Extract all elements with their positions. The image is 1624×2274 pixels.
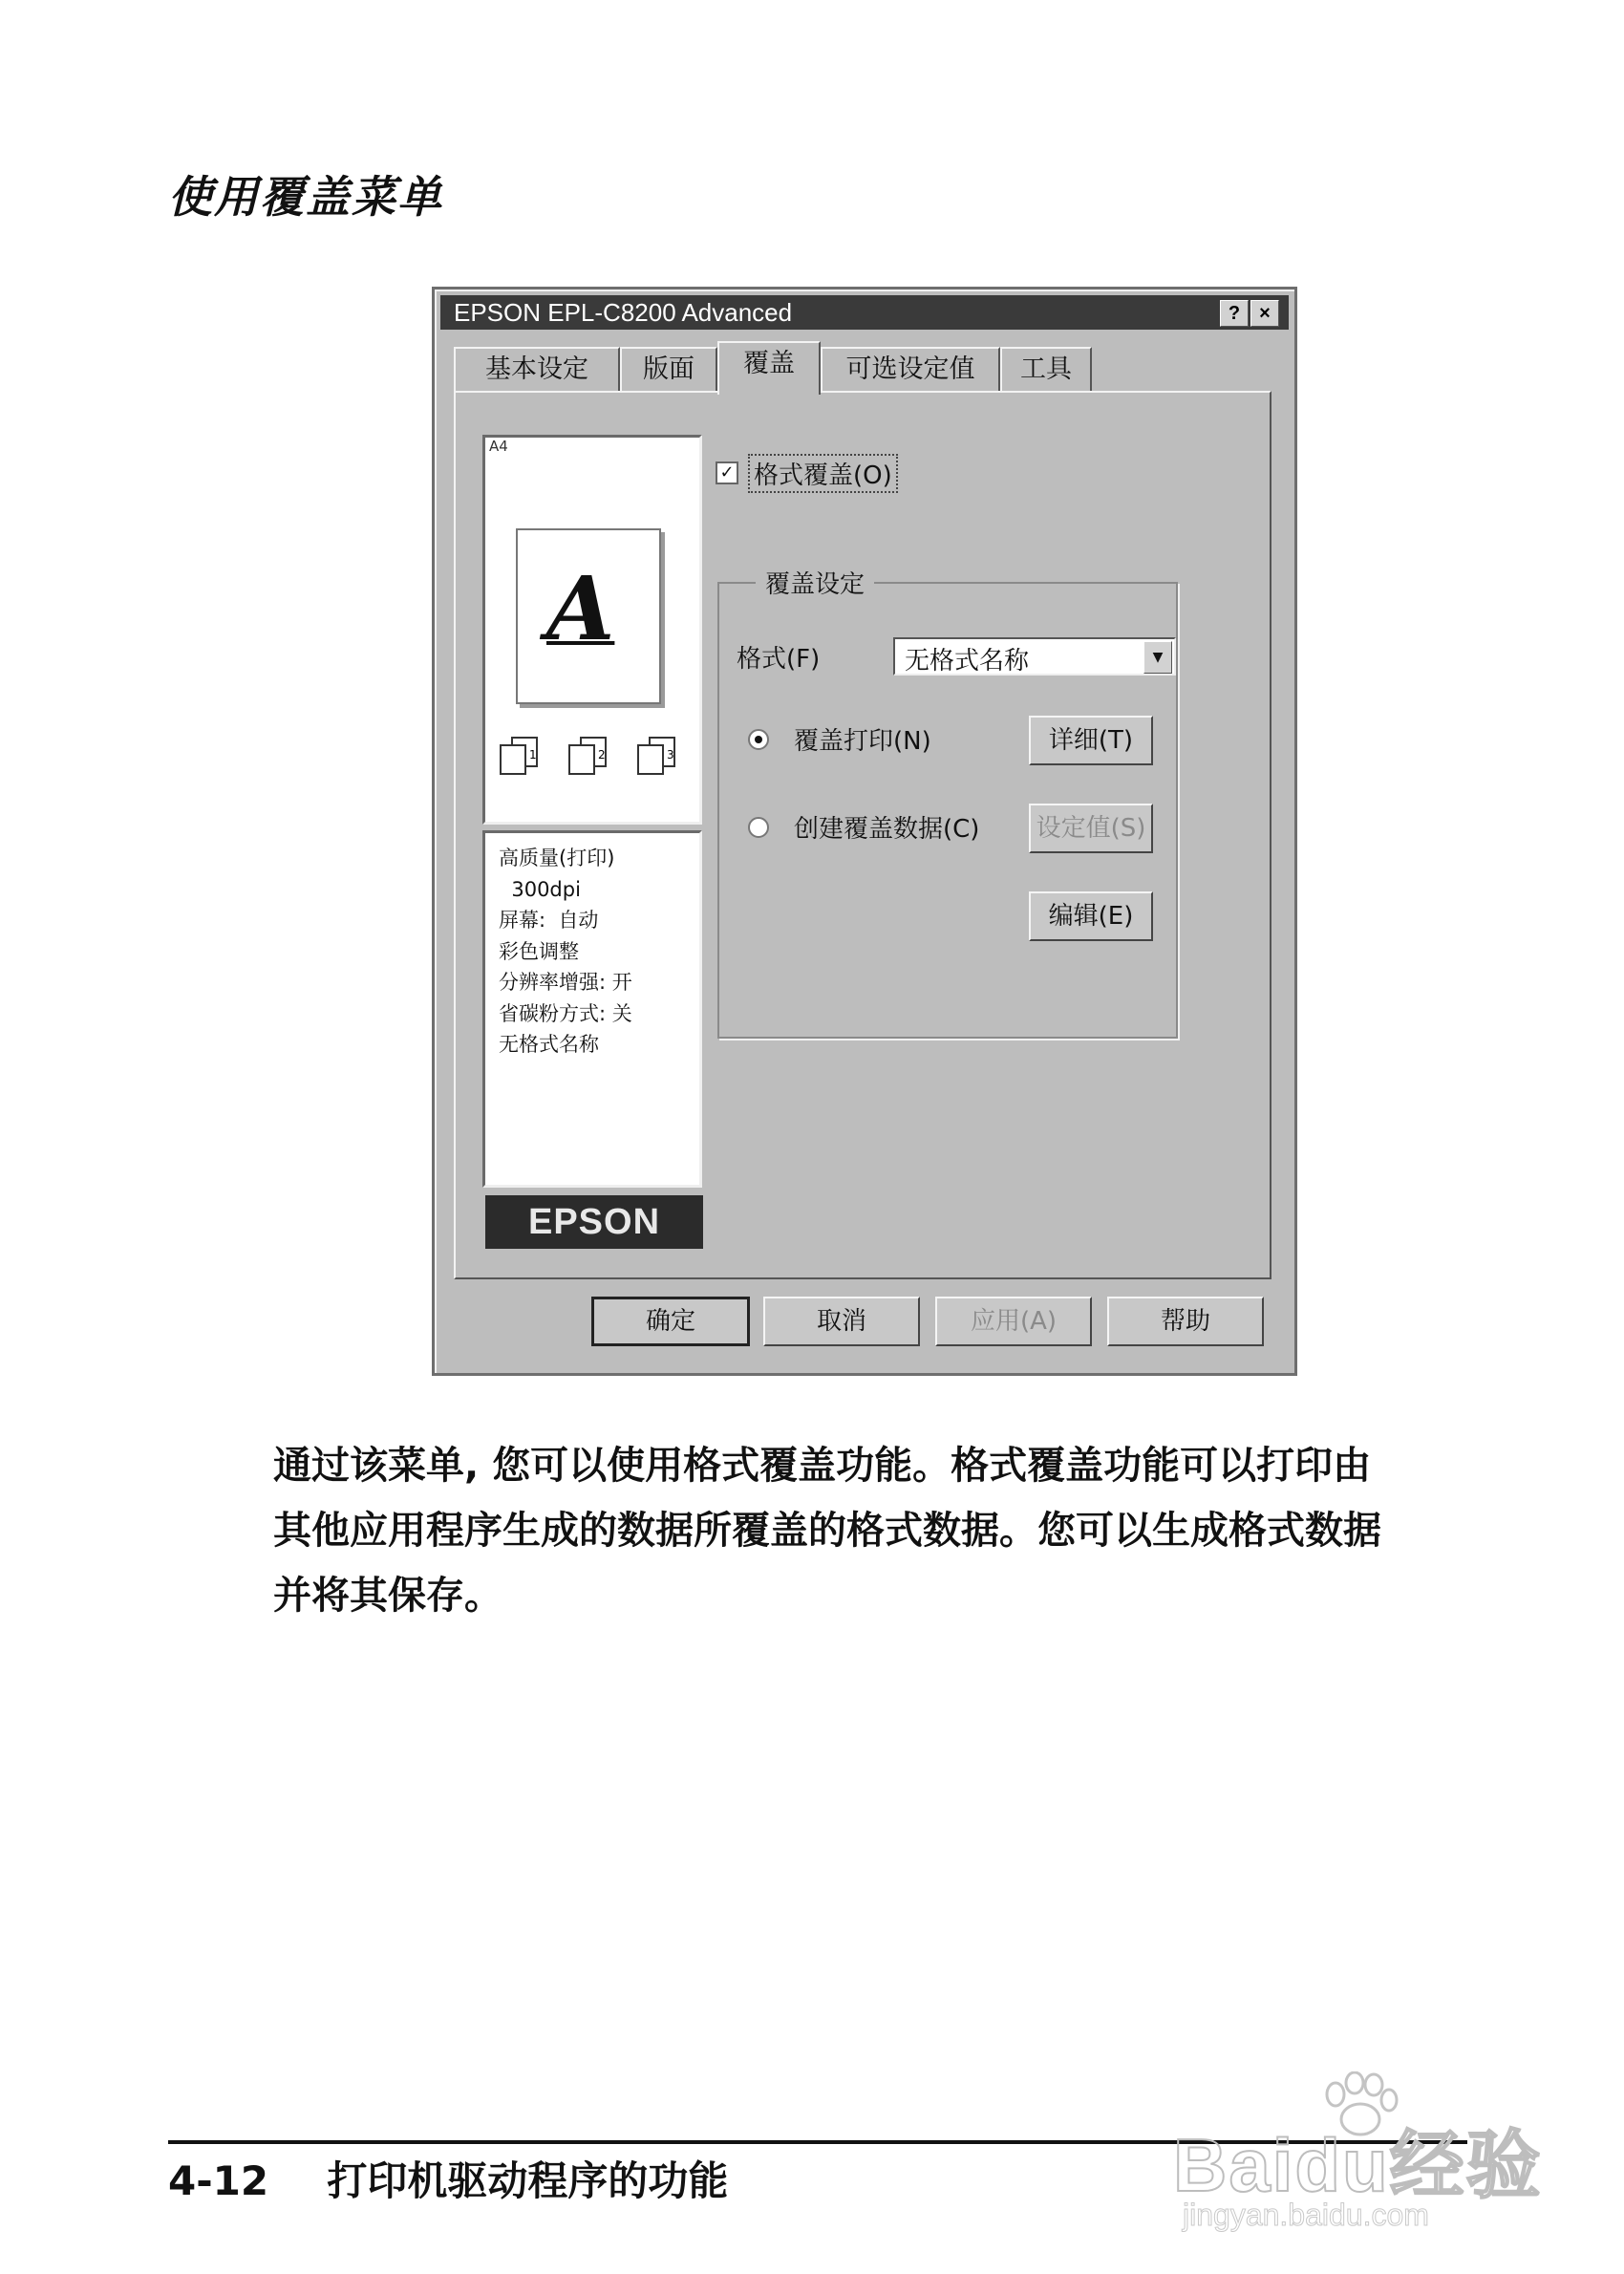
summary-line: 300dpi	[499, 877, 581, 901]
copy-number: 1	[529, 748, 537, 762]
paper-size-label: A4	[489, 438, 508, 455]
body-line: 通过该菜单, 您可以使用格式覆盖功能。格式覆盖功能可以打印由	[273, 1444, 1372, 1488]
watermark-url: jingyan.baidu.com	[1183, 2198, 1429, 2232]
copy-number: 2	[598, 748, 606, 762]
form-select-value: 无格式名称	[905, 647, 1030, 676]
form-overlay-checkbox[interactable]: ✓	[716, 461, 738, 484]
settings-button[interactable]: 设定值(S)	[1029, 804, 1153, 853]
summary-line: 彩色调整	[499, 939, 579, 963]
epson-logo: EPSON	[485, 1195, 703, 1249]
page-footer	[168, 2150, 728, 2207]
page-preview	[482, 435, 702, 825]
preview-page	[516, 528, 661, 704]
summary-line: 无格式名称	[499, 1033, 599, 1056]
help-button[interactable]: 帮助	[1107, 1297, 1264, 1346]
baidu-watermark	[1173, 2071, 1574, 2234]
copy-number: 3	[667, 748, 674, 762]
tab-tools[interactable]: 工具	[1000, 347, 1092, 391]
summary-line: 屏幕: 自动	[499, 909, 599, 932]
watermark-brand: Baidu经验	[1173, 2123, 1543, 2207]
summary-line: 高质量(打印)	[499, 847, 615, 869]
chevron-down-icon[interactable]: ▼	[1143, 641, 1172, 674]
form-select[interactable]	[893, 637, 1176, 676]
tab-layout[interactable]: 版面	[620, 347, 717, 391]
tab-optional-settings[interactable]: 可选设定值	[821, 347, 1000, 391]
dialog-title: EPSON EPL-C8200 Advanced	[454, 298, 793, 327]
overlay-print-label[interactable]: 覆盖打印(N)	[794, 727, 931, 756]
create-overlay-radio[interactable]	[748, 817, 769, 838]
summary-line: 省碳粉方式: 关	[499, 1001, 632, 1025]
printer-properties-dialog	[432, 287, 1297, 1376]
create-overlay-label[interactable]: 创建覆盖数据(C)	[794, 815, 980, 844]
collate-icon	[566, 734, 613, 776]
page-heading: 使用覆盖菜单	[168, 171, 443, 223]
help-icon[interactable]: ?	[1220, 300, 1249, 327]
body-line: 并将其保存。	[273, 1574, 502, 1618]
dialog-titlebar	[440, 295, 1289, 330]
tab-overlay[interactable]: 覆盖	[717, 341, 821, 395]
body-paragraph	[273, 1433, 1506, 1628]
cancel-button[interactable]: 取消	[763, 1297, 920, 1346]
chapter-title: 打印机驱动程序的功能	[327, 2157, 729, 2204]
summary-line: 分辨率增强: 开	[499, 971, 632, 994]
settings-summary	[482, 830, 702, 1188]
tab-basic-settings[interactable]: 基本设定	[454, 347, 620, 391]
copy-icon	[497, 734, 545, 776]
ok-button[interactable]: 确定	[591, 1297, 750, 1346]
collate-icon	[634, 734, 682, 776]
apply-button[interactable]: 应用(A)	[935, 1297, 1092, 1346]
page-number: 4-12	[168, 2157, 269, 2204]
form-label: 格式(F)	[737, 645, 821, 674]
edit-button[interactable]: 编辑(E)	[1029, 891, 1153, 941]
overlay-print-radio[interactable]	[748, 729, 769, 750]
overlay-settings-title: 覆盖设定	[756, 565, 874, 600]
details-button[interactable]: 详细(T)	[1029, 716, 1153, 765]
close-icon[interactable]: ×	[1250, 300, 1279, 327]
body-line: 其他应用程序生成的数据所覆盖的格式数据。您可以生成格式数据	[273, 1509, 1381, 1553]
form-overlay-label[interactable]: 格式覆盖(O)	[748, 454, 898, 493]
preview-letter: A	[546, 557, 615, 660]
